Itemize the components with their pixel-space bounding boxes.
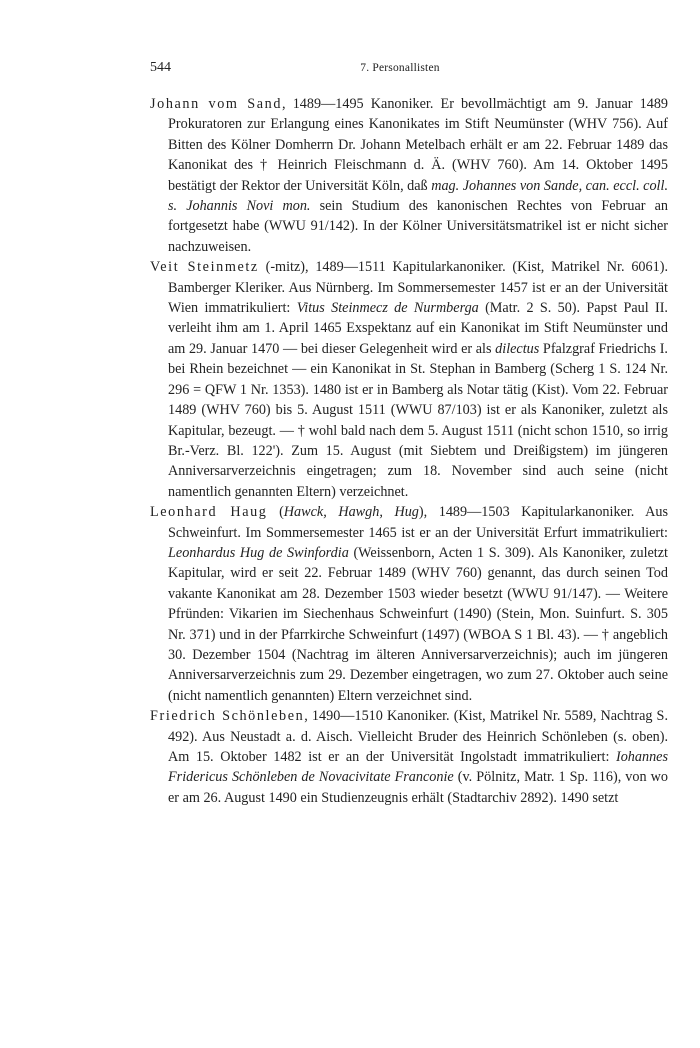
page-body — [150, 94, 668, 808]
entry-text: (Weissenborn, Acten 1 S. 309). Als Kanoniker, zuletzt Kapitular, wird er seit 22. Februar 1489 (WHV 760) genannt, das durch seinen Tod vakante Kanonikat am 28. Dezember 1503 wieder besetzt (WWU 91/147). — Weitere Pfründen: Vikarien im Siechenhaus Schweinfurt (1490) (Stein, Mon. Suinfurt. S. 305 Nr. 371) und in der Pfarrkirche Schweinfurt (1497) (WBOA S 1 Bl. 43). — † angeblich 30. Dezember 1504 (Nachtrag im älteren Anniversarverzeichnis); auch im jüngeren Anniversarverzeichnis zum 29. Dezember eingetragen, wo zum 27. Oktober auch seine (nicht namentlich genannten) Eltern verzeichnet sind. — [168, 544, 668, 704]
entry-quote: Vitus Steinmecz de Nurmberga — [296, 300, 479, 317]
entry-text: Pfalzgraf Friedrichs I. bei Rhein bezeichnet — ein Kanonikat in St. Stephan in Bamberg (Scherg 1 S. 124 Nr. 296 = QFW 1 Nr. 1353). 1480 ist er in Bamberg als Notar tätig (Kist). Vom 22. Februar 1489 (WHV 760) bis 5. August 1511 (WWU 87/103) ist er als Kanoniker, zuletzt als Kapitular, bezeugt. — † wohl bald nach dem 5. August 1511 (nicht schon 1510, so irrig Br.-Verz. Bl. 122'). Zum 15. August (mit Siebtem und Dreißigstem) im jüngeren Anniversarverzeichnis eingetragen; zum 18. November sind auch seine (nicht namentlich genannten Eltern) verzeichnet. — [168, 340, 668, 500]
entry-text: , 1490—1510 Kanoniker. (Kist, Matrikel Nr. 5589, Nachtrag S. 492). Aus Neustadt a. d. Aisch. Vielleicht Bruder des Heinrich Schönleben (s. oben). Am 15. Oktober 1482 ist er an der Universität Ingolstadt immatrikuliert: — [168, 708, 668, 765]
entry-quote: Leonhardus Hug de Swinfordia — [168, 544, 349, 561]
entry-text: ), 1489—1503 Kapitularkanoniker. Aus Schweinfurt. Im Sommersemester 1465 ist er an der Universität Erfurt immatrikuliert: — [168, 504, 669, 541]
entry-quote: dilectus — [495, 340, 540, 357]
entry-name: Johann vom Sand — [150, 96, 283, 112]
entry-text: (-mitz), 1489—1511 Kapitularkanoniker. (Kist, Matrikel Nr. 6061). Bamberger Kleriker. Aus Nürnberg. Im Sommersemester 1457 ist er an der Universität Wien immatrikuliert: — [168, 259, 668, 317]
entry-text: (Matr. 2 S. 50). Papst Paul II. verleiht ihm am 1. April 1465 Exspektanz auf ein Kanonikat im Stift Neumünster und am 29. Januar 1470 — bei dieser Gelegenheit wird er als — [168, 300, 668, 357]
entry-text: (v. Pölnitz, Matr. 1 Sp. 116), von wo er am 26. August 1490 ein Studienzeugnis erhält (Stadtarchiv 2892). 1490 setzt — [168, 769, 668, 806]
entry-johann-vom-sand — [150, 94, 668, 257]
entry-text: , 1489—1495 Kanoniker. Er bevollmächtigt am 9. Januar 1489 Prokuratoren zur Erlangung eines Kanonikates im Stift Neumünster (WHV 756). Auf Bitten des Kölner Domherrn Dr. Johann Metelbach erhält er am 22. Februar 1489 das Kanonikat des † Heinrich Fleischmann d. Ä. (WHV 760). Am 14. Oktober 1495 bestätigt der Rektor der Universität Köln, daß — [168, 96, 669, 194]
entry-quote: Hawck, Hawgh, Hug — [283, 504, 419, 521]
page-number: 544 — [150, 60, 171, 75]
entry-name: Veit Steinmetz — [150, 259, 259, 276]
entry-text: sein Studium des kanonischen Rechtes von Februar an fortgesetzt habe (WWU 91/142). In der Kölner Universitätsmatrikel ist er nicht sicher nachzuweisen. — [168, 198, 668, 255]
entry-text: ( — [267, 504, 284, 521]
page-header — [150, 60, 650, 80]
entry-quote: Iohannes Fridericus Schönleben de Novacivitate Franconie — [168, 749, 668, 786]
entry-quote: mag. Johannes von Sande, can. eccl. coll. s. Johannis Novi mon. — [168, 177, 668, 215]
entry-friedrich-schoenleben — [150, 706, 668, 808]
entry-name: Friedrich Schönleben — [150, 708, 305, 725]
entry-leonhard-haug — [150, 502, 668, 706]
entry-veit-steinmetz — [150, 257, 668, 502]
entry-name: Leonhard Haug — [150, 504, 268, 521]
running-head: 7. Personallisten — [360, 62, 440, 74]
